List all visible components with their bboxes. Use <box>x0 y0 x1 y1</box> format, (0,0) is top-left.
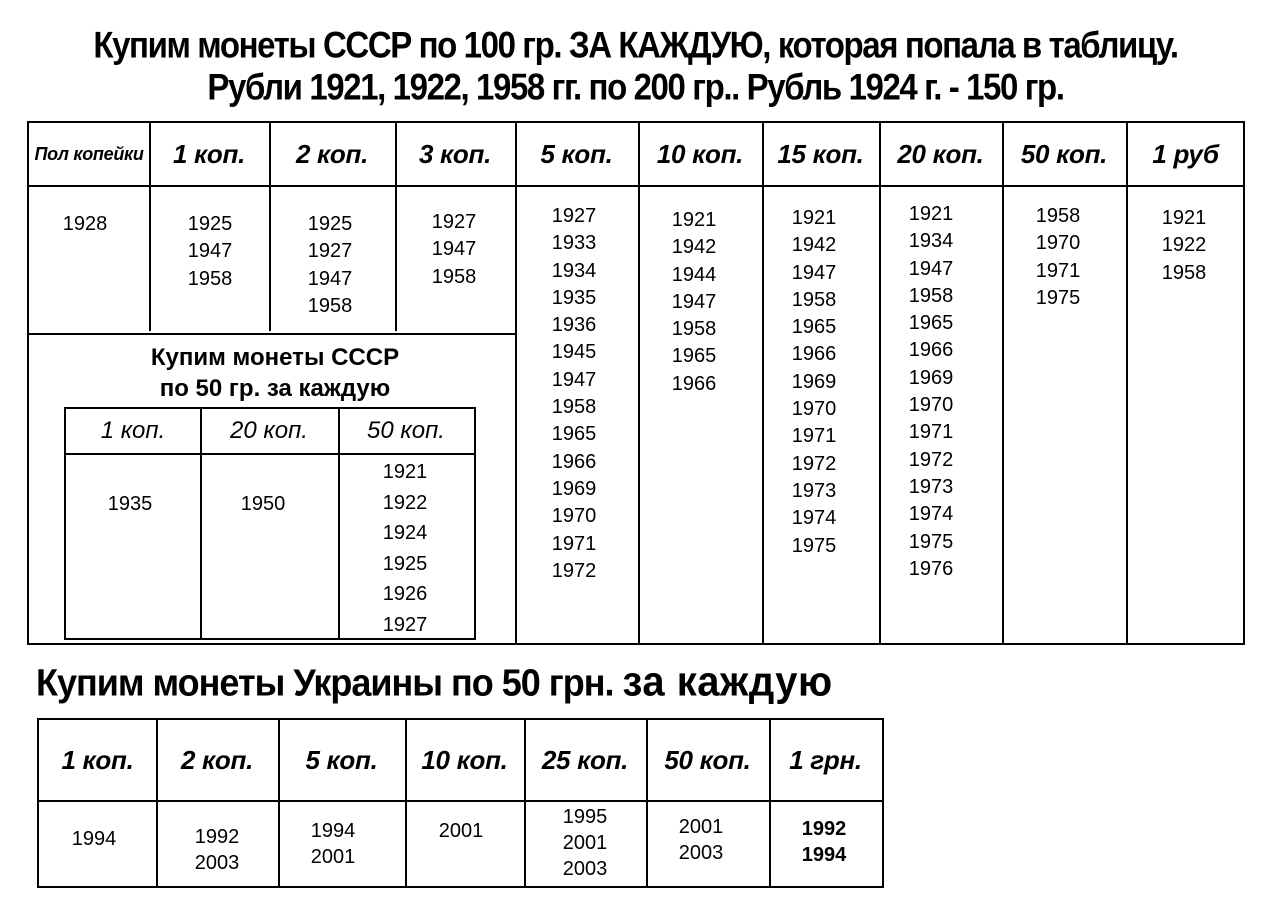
years-5-kop: 1927 1933 1934 1935 1936 1945 1947 1958 1965 1966 1969 1970 1971 1972 <box>551 205 597 582</box>
col-header-1-kop: 1 коп. <box>100 417 166 444</box>
years-1-rub: 1921 1922 1958 <box>1161 207 1207 284</box>
years-1-grn: 1992 1994 <box>801 818 847 866</box>
ussr-50-table <box>64 407 476 640</box>
col-header-15-kop: 15 коп. <box>777 138 864 169</box>
ussr-50-title-line-1: Купим монеты СССР <box>150 344 400 371</box>
years-half-kopeck: 1928 <box>62 213 108 235</box>
years-25-kop: 1995 2001 2003 <box>562 806 608 880</box>
col-header-10-kop: 10 коп. <box>656 138 744 169</box>
column-divider <box>1126 123 1128 643</box>
column-divider <box>638 123 640 643</box>
col-header-25-kop: 25 коп. <box>541 744 629 775</box>
header-divider <box>39 800 882 802</box>
ukraine-title-emphasis: за каждую <box>622 658 833 706</box>
column-divider <box>762 123 764 643</box>
years-1-kop: 1935 <box>107 493 153 515</box>
col-header-1-kop: 1 коп. <box>61 744 134 775</box>
years-20-kop: 1921 1934 1947 1958 1965 1966 1969 1970 1971 1972 1973 1974 1975 1976 <box>908 203 954 580</box>
years-1-kop: 1925 1947 1958 <box>187 213 233 290</box>
years-50-kop: 2001 2003 <box>678 816 724 864</box>
col-header-1-kop: 1 коп. <box>172 138 246 169</box>
years-50-kop: 1921 1922 1924 1925 1926 1927 <box>382 461 428 636</box>
ukraine-title <box>36 659 833 706</box>
column-divider <box>515 123 517 643</box>
years-3-kop: 1927 1947 1958 <box>431 211 477 288</box>
years-2-kop: 1992 2003 <box>194 826 240 874</box>
ussr-50-title-line-2: по 50 гр. за каждую <box>159 375 391 402</box>
heading-line-2: Рубли 1921, 1922, 1958 гг. по 200 гр.. Рубль 1924 г. - 150 гр. <box>207 65 1064 108</box>
years-10-kop: 2001 <box>438 820 484 842</box>
col-header-1-grn: 1 грн. <box>789 744 862 775</box>
col-header-2-kop: 2 коп. <box>180 744 254 775</box>
ukraine-table <box>37 718 884 888</box>
col-header-50-kop: 50 коп. <box>664 744 751 775</box>
years-15-kop: 1921 1942 1947 1958 1965 1966 1969 1970 1971 1972 1973 1974 1975 <box>791 207 837 557</box>
years-1-kop: 1994 <box>71 828 117 850</box>
col-header-50-kop: 50 коп. <box>367 417 445 444</box>
col-header-5-kop: 5 коп. <box>305 744 378 775</box>
col-header-1-rub: 1 руб <box>1152 138 1219 169</box>
column-divider <box>879 123 881 643</box>
col-header-5-kop: 5 коп. <box>540 138 613 169</box>
col-header-2-kop: 2 коп. <box>295 138 369 169</box>
years-50-kop: 1958 1970 1971 1975 <box>1035 205 1081 309</box>
ukraine-title-main: Купим монеты Украины по 50 грн. <box>36 660 614 705</box>
ussr-50-title <box>70 342 480 404</box>
block-divider <box>29 333 515 335</box>
col-header-3-kop: 3 коп. <box>418 138 492 169</box>
header-divider <box>29 185 1243 187</box>
years-2-kop: 1925 1927 1947 1958 <box>307 213 353 317</box>
years-10-kop: 1921 1942 1944 1947 1958 1965 1966 <box>671 209 717 395</box>
col-header-half-kopeck: Пол копейки <box>34 144 144 164</box>
col-header-20-kop: 20 коп. <box>897 138 984 169</box>
col-header-10-kop: 10 коп. <box>421 744 508 775</box>
col-header-50-kop: 50 коп. <box>1020 138 1108 169</box>
col-header-20-kop: 20 коп. <box>230 417 308 444</box>
years-20-kop: 1950 <box>240 493 286 515</box>
header-divider <box>66 453 474 455</box>
heading-line-1: Купим монеты СССР по 100 гр. ЗА КАЖДУЮ, которая попала в таблицу. <box>93 23 1178 66</box>
column-divider <box>1002 123 1004 643</box>
years-5-kop: 1994 2001 <box>310 820 356 868</box>
